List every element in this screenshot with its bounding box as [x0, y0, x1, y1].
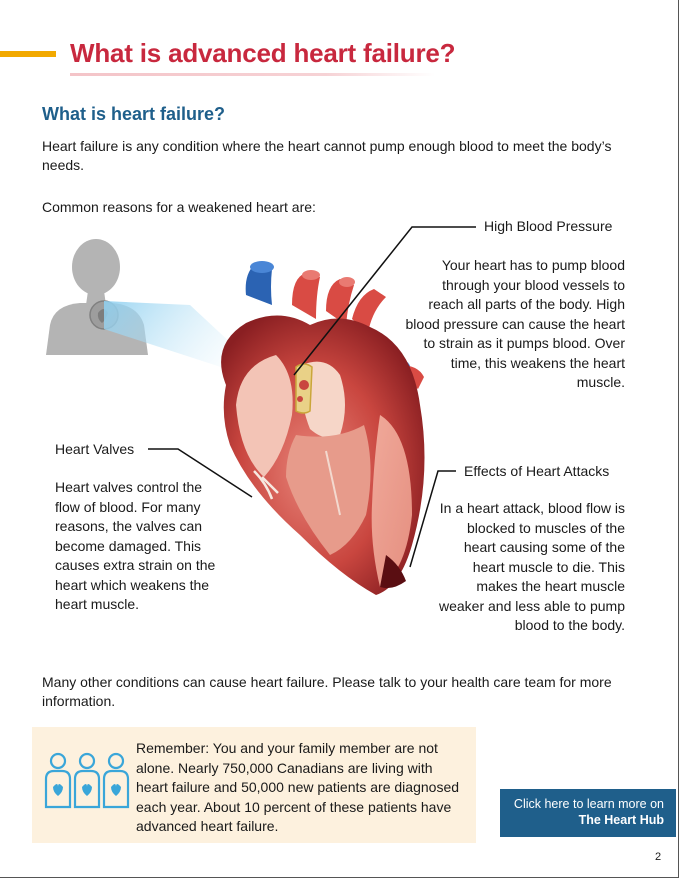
family-icon — [44, 749, 130, 813]
high-blood-pressure-text: Your heart has to pump blood through your blood vessels to reach all parts of the body. High blood pressure can cause the heart to strain as it pumps blood. Over time, this weakens the heart muscle. — [405, 257, 625, 390]
heart-attacks-text: In a heart attack, blood flow is blocked to muscles of the heart causing some of the heart muscle to die. This makes the heart muscle weaker and less able to pump blood to the body. — [439, 500, 625, 633]
heart-attacks-title: Effects of Heart Attacks — [464, 463, 610, 479]
page-title: What is advanced heart failure? — [70, 38, 456, 68]
outro-paragraph: Many other conditions can cause heart failure. Please talk to your health care team for more information. — [42, 674, 612, 709]
common-reasons-label: Common reasons for a weakened heart are: — [42, 199, 316, 215]
title-underline — [70, 73, 435, 76]
heart-graphic — [221, 261, 424, 595]
remember-text — [136, 739, 466, 837]
remember-box — [32, 727, 476, 843]
heart-valves-title: Heart Valves — [55, 441, 135, 457]
remember-label: Remember: — [136, 740, 210, 756]
title-accent-bar — [0, 51, 56, 57]
hub-link-line1: Click here to learn more on — [513, 797, 664, 811]
page-number: 2 — [655, 851, 662, 863]
remember-body: You and your family member are not alone. Nearly 750,000 Canadians are living with heart failure and 50,000 new patients are diagnosed each year. About 10 percent of these patients have advanced heart failure. — [136, 740, 460, 834]
high-blood-pressure-title: High Blood Pressure — [484, 218, 613, 234]
heart-valves-text: Heart valves control the flow of blood. For many reasons, the valves can become damaged. This causes extra strain on the heart which weakens the heart muscle. — [55, 479, 216, 612]
section-heading: What is heart failure? — [42, 104, 226, 124]
hub-link-line2: The Heart Hub — [578, 813, 664, 827]
heart-hub-link-button[interactable] — [500, 789, 676, 837]
intro-paragraph: Heart failure is any condition where the heart cannot pump enough blood to meet the body’s needs. — [42, 138, 612, 173]
